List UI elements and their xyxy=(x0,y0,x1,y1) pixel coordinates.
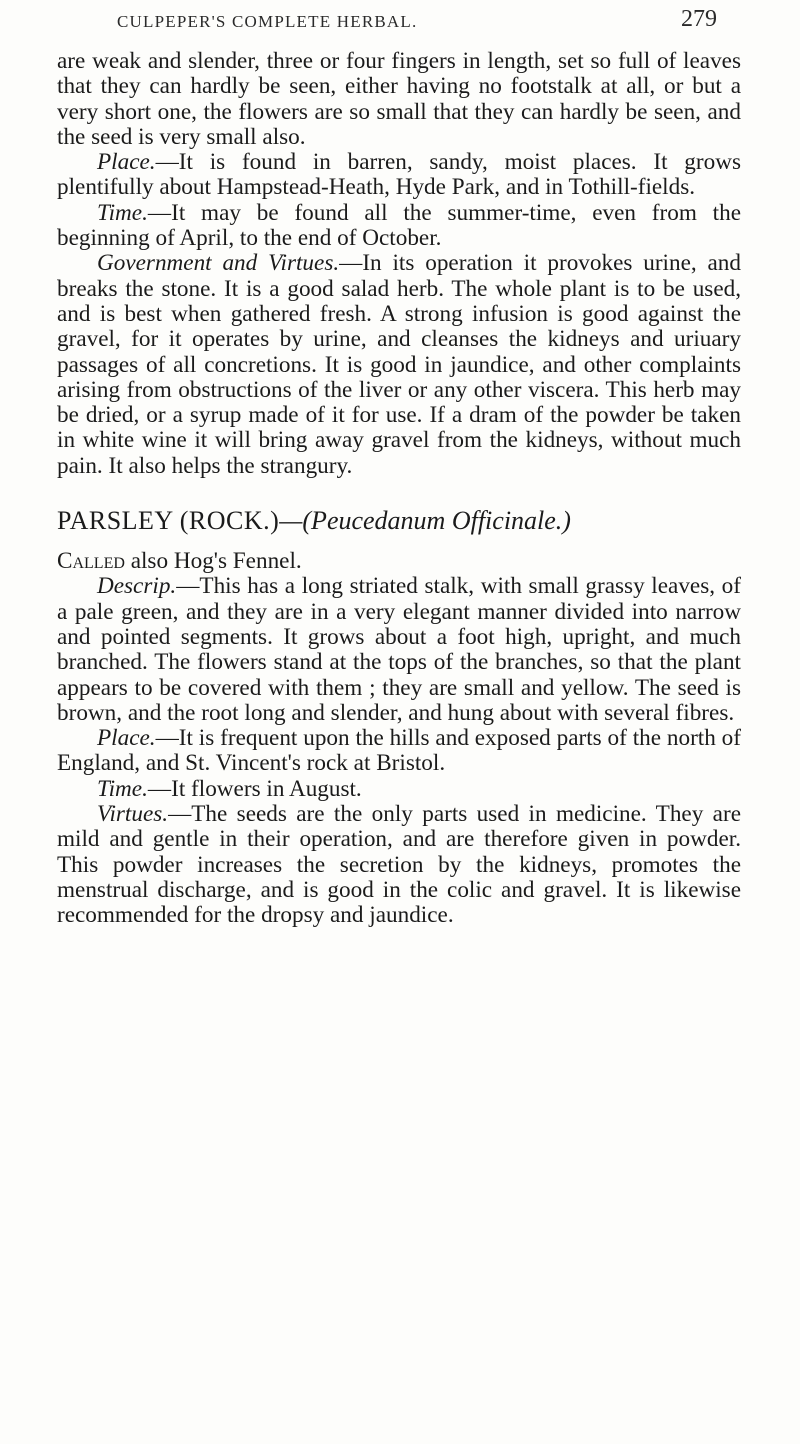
heading-name: PARSLEY (ROCK.) xyxy=(57,506,280,536)
parsley-time-label: Time. xyxy=(97,775,148,802)
parsley-place-paragraph xyxy=(57,726,741,777)
government-virtues-label: Government and Virtues. xyxy=(97,250,340,277)
called-paragraph xyxy=(57,549,741,574)
parsley-virtues-label: Virtues. xyxy=(97,801,169,828)
government-virtues-text: —In its operation it provokes urine, and breaks the stone. It is a good salad herb. The whole plant is to be used, and is best when gathered fresh. A strong infusion is good against the gravel, for it operates by urine, and cleanses the kidneys and uriuary passages of all concretions. It is good in jaundice, and other complaints arising from obstructions of the liver or any other viscera. This herb may be dried, or a syrup made of it for use. If a dram of the powder be taken in white wine it will bring away gravel from the kidneys, without much pain. It also helps the strangury. xyxy=(57,250,741,479)
place-text: —It is found in barren, sandy, moist places. It grows plentifully about Hampstead-Heath, Hyde Park, and in Tothill-fields. xyxy=(57,149,741,201)
running-head xyxy=(117,6,717,38)
parsley-description-label: Descrip. xyxy=(97,573,177,600)
time-paragraph xyxy=(57,201,741,252)
place-paragraph xyxy=(57,150,741,201)
parsley-place-text: —It is frequent upon the hills and exposed parts of the north of England, and St. Vincent's rock at Bristol. xyxy=(57,725,741,777)
parsley-virtues-paragraph xyxy=(57,802,741,928)
called-lead: Called xyxy=(57,548,125,575)
heading-latin-name: —(Peucedanum Officinale.) xyxy=(279,506,571,536)
parsley-virtues-text: —The seeds are the only parts used in medicine. They are mild and gentle in their operation, and are therefore given in powder. This powder increases the secretion by the kidneys, promotes the menstrual discharge, and is good in the colic and gravel. It is likewise recommended for the dropsy and jaundice. xyxy=(57,801,741,929)
called-text: also Hog's Fennel. xyxy=(124,548,302,575)
government-virtues-paragraph xyxy=(57,251,741,479)
parsley-description-paragraph xyxy=(57,574,741,726)
parsley-time-text: —It flowers in August. xyxy=(147,775,362,802)
page-number: 279 xyxy=(681,6,717,32)
running-title: CULPEPER'S COMPLETE HERBAL. xyxy=(117,12,418,31)
parsley-place-label: Place. xyxy=(97,725,156,752)
parsley-time-paragraph xyxy=(57,777,741,802)
parsley-description-text: —This has a long striated stalk, with small grassy leaves, of a pale green, and they are in a very elegant manner divided into narrow and pointed segments. It grows about a foot high, upright, and much branched. The flowers stand at the tops of the branches, so that the plant appears to be covered with them ; they are small and yellow. The seed is brown, and the root long and slender, and hung about with several fibres. xyxy=(57,573,741,726)
text-block xyxy=(57,49,741,929)
time-text: —It may be found all the summer-time, even from the beginning of April, to the end of October. xyxy=(57,199,741,252)
time-label: Time. xyxy=(97,199,148,226)
parsley-rock-heading xyxy=(57,479,741,549)
place-label: Place. xyxy=(97,149,156,176)
description-continuation: are weak and slender, three or four fingers in length, set so full of leaves that they can hardly be seen, either having no footstalk at all, or but a very short one, the flowers are so small that they can hardly be seen, and the seed is very small also. xyxy=(57,48,741,150)
